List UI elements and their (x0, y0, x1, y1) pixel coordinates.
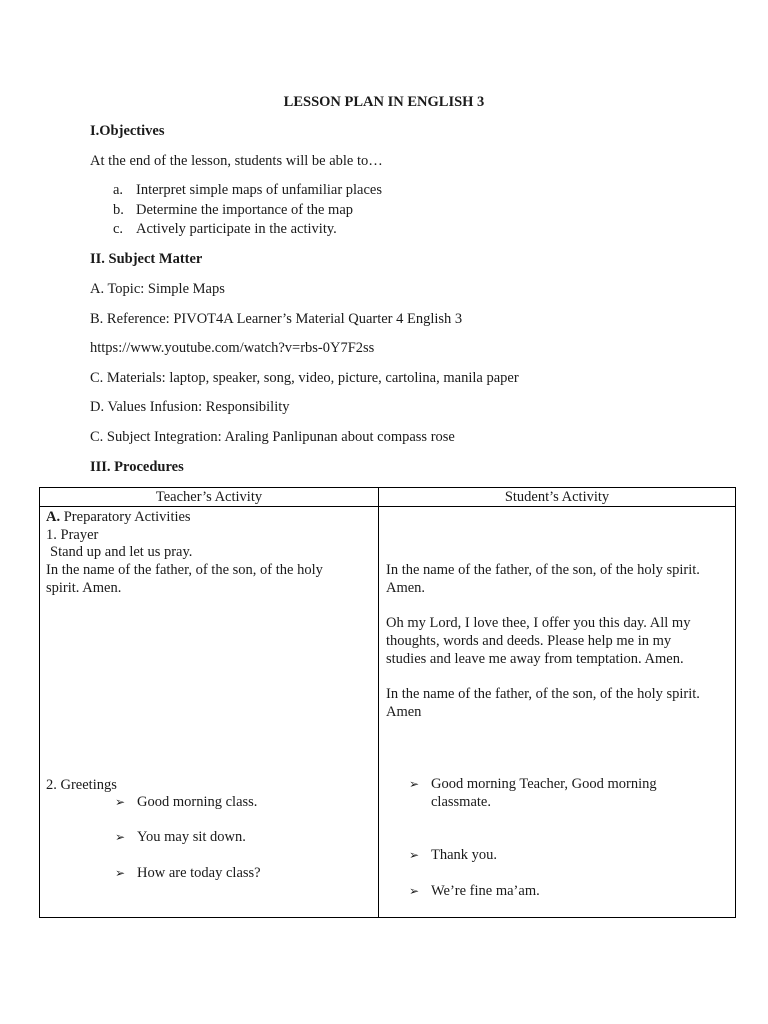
prayer-label: 1. Prayer (46, 527, 99, 543)
student-column-header: Student’s Activity (379, 488, 736, 507)
student-greeting-text: We’re fine ma’am. (431, 883, 540, 899)
section-letter: A. (46, 509, 61, 525)
values-line: D. Values Infusion: Responsibility (90, 399, 290, 415)
reference-url: https://www.youtube.com/watch?v=rbs-0Y7F2ss (90, 340, 375, 356)
objective-marker: c. (113, 221, 124, 237)
teacher-prayer-line: spirit. Amen. (46, 580, 122, 596)
objective-text: Determine the importance of the map (136, 202, 354, 218)
topic-line: A. Topic: Simple Maps (90, 281, 225, 297)
greetings-label: 2. Greetings (46, 777, 117, 793)
table-header-row (40, 488, 736, 507)
student-prayer-line: In the name of the father, of the son, of the holy spirit. (386, 562, 700, 578)
student-activity-cell (379, 507, 736, 918)
objective-marker: b. (113, 202, 124, 218)
prayer-instruction: Stand up and let us pray. (50, 544, 193, 560)
list-item (115, 828, 246, 846)
section-title: Preparatory Activities (60, 509, 191, 525)
reference-line: B. Reference: PIVOT4A Learner’s Material Quarter 4 English 3 (90, 311, 463, 327)
student-prayer-line: In the name of the father, of the son, of the holy spirit. (386, 686, 700, 702)
greeting-text: How are today class? (137, 865, 261, 881)
student-prayer-line: Oh my Lord, I love thee, I offer you this day. All my (386, 615, 691, 631)
objective-item (113, 182, 382, 199)
student-greeting-text: Thank you. (431, 847, 498, 863)
subject-matter-heading: II. Subject Matter (90, 251, 203, 267)
table-row (40, 507, 736, 918)
student-greeting-continuation: classmate. (431, 794, 491, 810)
objectives-intro: At the end of the lesson, students will be able to… (90, 153, 383, 169)
student-greeting-text: Good morning Teacher, Good morning (431, 776, 657, 792)
list-item (409, 882, 540, 900)
teacher-activity-cell (40, 507, 379, 918)
objective-text: Interpret simple maps of unfamiliar places (136, 182, 383, 198)
arrowhead-bullet-icon: ➢ (409, 848, 420, 862)
procedures-table (39, 487, 736, 918)
objective-marker: a. (113, 182, 124, 198)
student-prayer-line: Amen (386, 704, 422, 720)
objectives-heading: I.Objectives (90, 123, 165, 139)
document-title: LESSON PLAN IN ENGLISH 3 (283, 94, 485, 110)
arrowhead-bullet-icon: ➢ (409, 884, 420, 898)
list-item (115, 793, 257, 811)
objective-text: Actively participate in the activity. (136, 221, 337, 237)
integration-line: C. Subject Integration: Araling Panlipunan about compass rose (90, 429, 455, 445)
list-item (115, 864, 261, 882)
teacher-prayer-line: In the name of the father, of the son, of the holy (46, 562, 323, 578)
objective-item (113, 202, 353, 219)
student-prayer-line: Amen. (386, 580, 426, 596)
greeting-text: You may sit down. (137, 829, 246, 845)
greeting-text: Good morning class. (137, 794, 258, 810)
arrowhead-bullet-icon: ➢ (115, 795, 126, 809)
list-item (409, 775, 657, 793)
materials-line: C. Materials: laptop, speaker, song, video, picture, cartolina, manila paper (90, 370, 519, 386)
student-prayer-line: thoughts, words and deeds. Please help me in my (386, 633, 672, 649)
procedures-heading: III. Procedures (90, 459, 184, 475)
objective-item (113, 221, 337, 238)
teacher-column-header: Teacher’s Activity (40, 488, 379, 507)
arrowhead-bullet-icon: ➢ (115, 830, 126, 844)
arrowhead-bullet-icon: ➢ (115, 866, 126, 880)
student-prayer-line: studies and leave me away from temptation. Amen. (386, 651, 684, 667)
list-item (409, 846, 497, 864)
arrowhead-bullet-icon: ➢ (409, 777, 420, 791)
section-heading (46, 508, 191, 526)
